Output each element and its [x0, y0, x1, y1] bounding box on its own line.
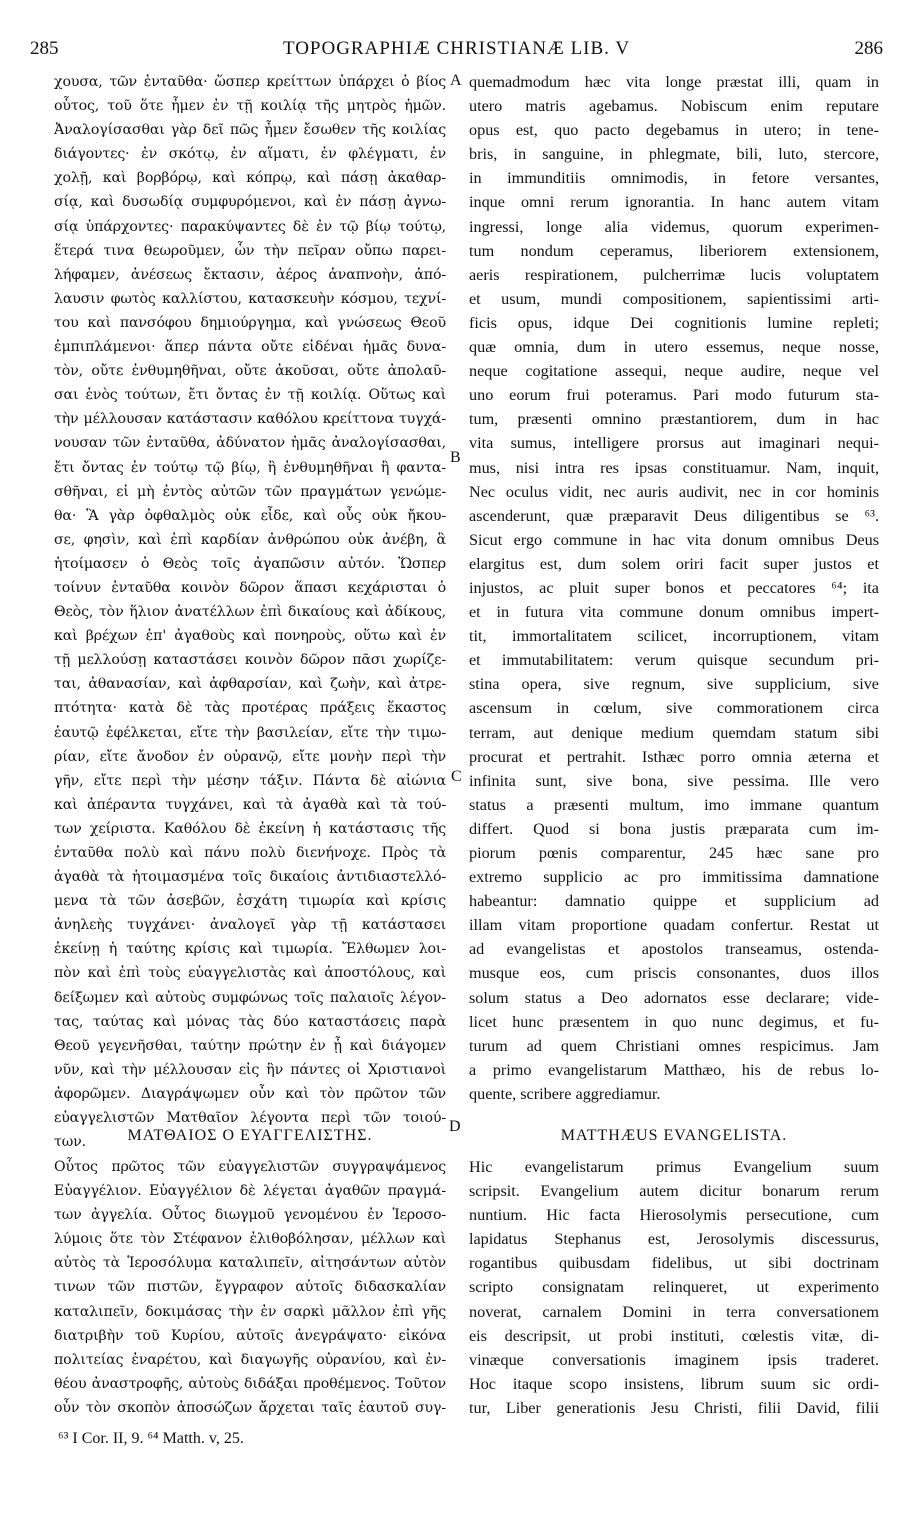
- greek-text-line: πολιτείας ἐναρέτου, καὶ διαγωγῆς οὐρανίου, καὶ ἐν-: [54, 1351, 446, 1368]
- latin-text-line: vita sumus, intelligere prorsus aut imaginari nequi-: [469, 434, 879, 453]
- greek-text-line: σθῆναι, εἰ μὴ ἐντὸς αὐτῶν τῶν πραγμάτων γενώμε-: [54, 483, 446, 500]
- greek-text-line: σίᾳ, καὶ δυσωδίᾳ συμφυρόμενοι, καὶ ἐν πάσῃ ἀγνω-: [54, 194, 446, 211]
- greek-text-line: θέου ἀναστροφῆς, αὐτοὺς διδάξαι προθέμενος. Τοῦτον: [54, 1375, 446, 1392]
- latin-text-line: Hoc itaque scopo insistens, librum suum sic ordi-: [469, 1374, 879, 1393]
- latin-text-line: tur, Liber generationis Jesu Christi, filii David, filii: [469, 1398, 879, 1417]
- latin-text-line: quente, scribere aggrediamur.: [469, 1084, 661, 1103]
- latin-text-line: musque eos, cum priscis consonantes, duos illos: [469, 964, 879, 983]
- latin-section-heading: MATTHÆUS EVANGELISTA.: [560, 1127, 788, 1144]
- greek-text-line: τὸν, οὔτε ἐνθυμηθῆναι, οὔτε ἀκοῦσαι, οὔτε ἀπολαῦ-: [54, 363, 446, 380]
- greek-text-line: των ἀγγελία. Οὗτος διωγμοῦ γενομένου ἐν Ἱεροσο-: [54, 1207, 446, 1224]
- greek-text-line: ἔτι ὄντας ἐν τούτῳ τῷ βίῳ, ἢ ἐνθυμηθῆναι ἢ φαντα-: [54, 459, 446, 476]
- running-title: TOPOGRAPHIÆ CHRISTIANÆ LIB. V: [282, 38, 631, 59]
- latin-text-line: elargitus est, dum solem oriri facit super justos et: [469, 554, 879, 573]
- greek-text-line: εὐαγγελιστῶν Ματθαῖον λέγοντα περὶ τῶν τοιού-: [54, 1110, 446, 1127]
- latin-text-line: et usum, mundi compositionem, sapientissimi arti-: [469, 289, 879, 308]
- greek-text-line: λήφαμεν, ἀνέσεως ἔκτασιν, ἀέρος ἀναπνοὴν, ἀπό-: [54, 266, 446, 283]
- latin-text-line: Nec oculus vidit, nec auris audivit, nec in cor hominis: [469, 482, 879, 501]
- latin-text-line: inque omni rerum ignorantia. In hanc autem vitam: [469, 193, 879, 212]
- latin-text-line: piorum pœnis comparentur, 245 hæc sane pro: [469, 844, 879, 862]
- greek-text-line: δείξωμεν καὶ αὐτοὺς συμφώνως τοῖς παλαιοῖς λέγον-: [54, 989, 446, 1006]
- greek-text-line: ἐμπιπλάμενοι· ἅπερ πάντα οὔτε εἰδέναι ἡμᾶς δυνα-: [54, 339, 446, 356]
- greek-text-line: νῦν, καὶ τὴν μέλλουσαν εἰς ἣν πάντες οἱ Χριστιανοὶ: [54, 1061, 446, 1078]
- latin-text-line: eis descripsit, ut probi instituti, cœlestis vitæ, di-: [469, 1326, 879, 1345]
- latin-text-line: ascenderunt, quæ præparavit Deus diligentibus se ⁶³.: [469, 506, 879, 525]
- greek-text-line: σε, φησὶν, καὶ ἐπὶ καρδίαν ἀνθρώπου οὐκ ἀνέβη, ἃ: [54, 531, 446, 548]
- greek-text-line: σίᾳ ὑπάρχοντες· παρακύψαντες δὲ ἐν τῷ βίῳ τούτῳ,: [54, 218, 446, 235]
- greek-text-line: οὗτος, τοῦ ὅτε ἦμεν ἐν τῇ κοιλίᾳ τῆς μητρὸς ἡμῶν.: [54, 98, 446, 115]
- latin-text-line: tum nondum ceperamus, liberiorem extensionem,: [469, 241, 879, 260]
- latin-text-line: ingressi, longe alia videmus, quorum experimen-: [469, 217, 879, 236]
- greek-text-line: Θεὸς, τὸν ἥλιον ἀνατέλλων ἐπὶ δικαίους καὶ ἀδίκους,: [54, 604, 446, 621]
- margin-letter-d: D: [449, 1118, 461, 1135]
- latin-text-line: bris, in sanguine, in phlegmate, bili, luto, stercore,: [469, 145, 879, 164]
- latin-text-line: stina opera, sive regnum, sive supplicium, sive: [469, 675, 879, 694]
- latin-text-line: terram, aut denique medium quemdam statum sibi: [469, 723, 879, 742]
- latin-text-line: infinita sunt, sive bona, sive pessima. Ille vero: [469, 771, 879, 790]
- latin-text-line: quæ omnia, dum in utero essemus, neque nosse,: [469, 338, 879, 357]
- greek-text-line: Ἀναλογίσασθαι γὰρ δεῖ πῶς ἦμεν ἔσωθεν τῆς κοιλίας: [54, 122, 446, 139]
- greek-text-line: λαυσιν φωτὸς καλλίστου, κατασκευὴν κόσμου, τεχνί-: [54, 290, 446, 307]
- latin-text-line: in immunditiis omnimodis, in fetore versantes,: [469, 169, 879, 188]
- greek-text-line: ἡτοίμασεν ὁ Θεὸς τοῖς ἀγαπῶσιν αὐτόν. Ὥσπερ: [54, 555, 446, 572]
- latin-text-line: mus, nisi intra res ipsas constituamur. Nam, inquit,: [469, 458, 879, 477]
- greek-text-line: τινων τῶν πιστῶν, ἔγγραφον αὐτοῖς διδασκαλίαν: [54, 1279, 446, 1296]
- page-number-left: 285: [30, 38, 59, 59]
- latin-text-line: ad evangelistas et apostolos transeamus, ostenda-: [469, 940, 879, 959]
- greek-text-line: νουσαν τῶν ἐνταῦθα, ἀδύνατον ἡμᾶς ἀναλογίσασθαι,: [54, 435, 446, 452]
- greek-text-line: σαι ἑνὸς τούτων, ἔτι ὄντας ἐν τῇ κοιλίᾳ. Οὕτως καὶ: [54, 387, 446, 404]
- greek-section-heading: ΜΑΤΘΑΙΟΣ Ο ΕΥΑΓΓΕΛΙΣΤΗΣ.: [127, 1127, 373, 1144]
- latin-text-line: tit, immortalitatem scilicet, incorruptionem, vitam: [469, 627, 879, 646]
- greek-text-line: θα· Ἃ γὰρ ὀφθαλμὸς οὐκ εἶδε, καὶ οὖς οὐκ ἤκου-: [54, 507, 446, 524]
- greek-text-line: Θεοῦ γεγενῆσθαι, ταύτην πρώτην ἐν ᾗ καὶ διάγομεν: [54, 1037, 446, 1054]
- latin-text-line: aeris respirationem, pulcherrimæ lucis voluptatem: [469, 265, 879, 284]
- latin-text-line: noverat, carnalem Domini in terra conversationem: [469, 1302, 879, 1321]
- latin-text-line: opus est, quo pacto degebamus in utero; in tene-: [469, 121, 879, 140]
- greek-text-line: καὶ βρέχων ἐπ' ἀγαθοὺς καὶ πονηροὺς, οὕτω καὶ ἐν: [54, 628, 446, 645]
- latin-text-line: status a præsenti multum, imo immane quantum: [469, 795, 879, 814]
- greek-text-line: αὐτὸς τὰ Ἱεροσόλυμα καταλιπεῖν, αἰτησάντων αὐτὸν: [54, 1255, 446, 1272]
- greek-text-line: καὶ ἀπέραντα τυγχάνει, καὶ τὰ ἀγαθὰ καὶ τὰ τού-: [54, 796, 446, 813]
- latin-text-line: et in futura vita commune donum omnibus impert-: [469, 603, 879, 622]
- latin-text-line: Sicut ergo commune in hac vita donum omnibus Deus: [469, 530, 879, 549]
- greek-text-line: διατριβὴν τοῦ Κυρίου, αὐτοῖς ἀνεγράψατο· εἰκόνα: [54, 1327, 446, 1344]
- greek-text-line: τῇ μελλούσῃ καταστάσει κοινὸν δῶρον πᾶσι χωρίζε-: [54, 652, 446, 669]
- latin-text-line: solum status a Deo adornatos esse declarare; vide-: [469, 988, 879, 1007]
- latin-column: [469, 70, 879, 1106]
- greek-text-line: ἀγαθὰ τὰ ἡτοιμασμένα τοῖς δικαίοις ἀντιδιαστελλό-: [54, 869, 446, 886]
- latin-text-line: turum ad quem Christiani omnes respicimus. Jam: [469, 1036, 879, 1055]
- greek-text-line: ἕτερά τινα θεωροῦμεν, ὧν τὴν πεῖραν οὔπω παρει-: [54, 242, 446, 259]
- greek-text-line: οὖν τὸν σκοπὸν ἀποσώζων ἄρχεται ταῖς ἑαυτοῦ συγ-: [54, 1399, 446, 1416]
- latin-text-line: vinæque conversationis imaginem ipsis traderet.: [469, 1350, 879, 1369]
- greek-text-line: ἀνηλεὴς τυγχάνει· ἀναλογεῖ γὰρ τῇ κατάστασει: [54, 917, 446, 934]
- latin-text-line: utero matris agebamus. Nobiscum enim reputare: [469, 97, 879, 116]
- latin-text-line: neque cogitatione assequi, neque audire, neque vel: [469, 362, 879, 381]
- latin-text-line: ascensum in cœlum, sive commorationem circa: [469, 699, 879, 718]
- greek-text-line: λύμοις ὅτε τὸν Στέφανον ἐλιθοβόλησαν, μέλλων καὶ: [54, 1231, 446, 1248]
- greek-text-line: Οὗτος πρῶτος τῶν εὐαγγελιστῶν συγγραψάμενος: [54, 1159, 446, 1175]
- greek-text-line: ἑαυτῷ ἐφέλκεται, εἴτε τὴν βασιλείαν, εἴτε τὴν τιμω-: [54, 724, 446, 741]
- greek-text-line: πτότητα· κατὰ δὲ τὰς προτέρας πράξεις ἕκαστος: [54, 700, 446, 717]
- greek-text-line: ἀφορῶμεν. Διαγράψωμεν οὖν καὶ τὸν πρῶτον τῶν: [54, 1085, 446, 1102]
- latin-text-line: extremo supplicio ac pro immitissima damnatione: [469, 868, 879, 887]
- latin-text-line: scripsit. Evangelium autem dicitur bonarum rerum: [469, 1182, 879, 1201]
- greek-text-line: χουσα, τῶν ἐνταῦθα· ὥσπερ κρείττων ὑπάρχει ὁ βίος: [54, 74, 446, 90]
- greek-text-line: μενα τὰ τῶν ἀσεβῶν, ἐσχάτη τιμωρία καὶ κρίσις: [54, 893, 446, 910]
- greek-text-line: γῆν, εἴτε περὶ τὴν μέσην τάξιν. Πάντα δὲ αἰώνια: [54, 772, 446, 789]
- greek-text-line: Εὐαγγέλιον. Εὐαγγέλιον δὲ λέγεται ἀγαθῶν πραγμά-: [54, 1183, 446, 1200]
- latin-text-line: uno eorum frui poteramus. Pari modo futurum sta-: [469, 386, 879, 405]
- footnotes: ⁶³ I Cor. II, 9. ⁶⁴ Matth. v, 25.: [58, 1430, 244, 1447]
- greek-text-line: ἐνταῦθα πολὺ καὶ πάνυ πολὺ διενήνοχε. Πρὸς τὰ: [54, 845, 446, 861]
- latin-text-line: lapidatus Stephanus est, Jerosolymis discessurus,: [469, 1230, 879, 1249]
- latin-text-line: ficis opus, idque Dei cognitionis lumine repleti;: [469, 313, 879, 332]
- latin-column-section-2: [469, 1155, 879, 1420]
- greek-text-line: τοίνυν ἐνταῦθα κοινὸν δῶρον ἅπασι κεχάρισται ὁ: [54, 579, 446, 596]
- latin-text-line: injustos, ac pluit super bonos et peccatores ⁶⁴; ita: [469, 578, 879, 597]
- greek-text-line: χολῇ, καὶ βορβόρῳ, καὶ κόπρῳ, καὶ πάσῃ ἀκαθαρ-: [54, 170, 446, 187]
- greek-text-line: των.: [54, 1134, 86, 1151]
- greek-text-line: καταλιπεῖν, δοκιμάσας τὴν ἐν σαρκὶ μᾶλλον ἐπὶ γῆς: [54, 1303, 446, 1320]
- greek-text-line: ρίαν, εἴτε ἄνοδον ἐν οὐρανῷ, εἴτε μονὴν περὶ τὴν: [54, 748, 446, 765]
- greek-text-line: τας, ταύτας καὶ μόνας τὰς δύο καταστάσεις παρὰ: [54, 1013, 446, 1030]
- latin-text-line: et immutabilitatem: verum quisque secundum pri-: [469, 651, 879, 670]
- latin-text-line: a primo evangelistarum Matthæo, his de rebus lo-: [469, 1060, 879, 1079]
- page-header: [30, 38, 883, 62]
- latin-text-line: Hic evangelistarum primus Evangelium suum: [469, 1158, 879, 1176]
- latin-text-line: licet hunc præsentem in quo nunc degimus, et fu-: [469, 1012, 879, 1031]
- greek-column: [54, 70, 446, 1154]
- greek-text-line: τὴν μέλλουσαν κατάστασιν καθόλου κρείττονα τυγχά-: [54, 411, 446, 428]
- margin-letter-b: B: [450, 449, 461, 466]
- greek-text-line: των χείριστα. Καθόλου δὲ ἐκείνη ἡ κατάστασις τῆς: [54, 820, 446, 837]
- greek-text-line: ται, ἀθανασίαν, καὶ ἀφθαρσίαν, καὶ ζωὴν, καὶ ἀτρε-: [54, 676, 446, 693]
- latin-text-line: tum, præsenti omnino præstantiorem, dum in hac: [469, 410, 879, 429]
- page-number-right: 286: [854, 38, 883, 59]
- latin-text-line: quemadmodum hæc vita longe præstat illi, quam in: [469, 73, 879, 91]
- greek-text-line: διάγοντες· ἐν σκότῳ, ἐν αἵματι, ἐν φλέγματι, ἐν: [54, 146, 446, 163]
- margin-letter-a: A: [450, 72, 462, 89]
- greek-text-line: πὸν καὶ ἐπὶ τοὺς εὐαγγελιστὰς καὶ ἀποστόλους, καὶ: [54, 965, 446, 982]
- greek-text-line: του καὶ πανσόφου δημιούργημα, καὶ γνώσεως Θεοῦ: [54, 314, 446, 331]
- latin-text-line: procurat et pertrahit. Isthæc porro omnia æterna et: [469, 747, 879, 766]
- greek-column-section-2: [54, 1155, 446, 1420]
- margin-letter-c: C: [451, 768, 462, 785]
- latin-text-line: scripto consignatam relinqueret, ut experimento: [469, 1278, 879, 1297]
- latin-text-line: illam vitam proportione quadam confertur. Restat ut: [469, 916, 879, 935]
- latin-text-line: differt. Quod si bona justis præparata cum im-: [469, 819, 879, 838]
- latin-text-line: rogantibus quibusdam fidelibus, ut sibi doctrinam: [469, 1254, 879, 1273]
- latin-text-line: nuntium. Hic facta Hierosolymis persecutione, cum: [469, 1206, 879, 1225]
- latin-text-line: habeantur: damnatio quippe et supplicium ad: [469, 892, 879, 911]
- greek-text-line: ἐκείνῃ ἡ ταύτης κρίσις καὶ τιμωρία. Ἔλθωμεν λοι-: [54, 941, 446, 958]
